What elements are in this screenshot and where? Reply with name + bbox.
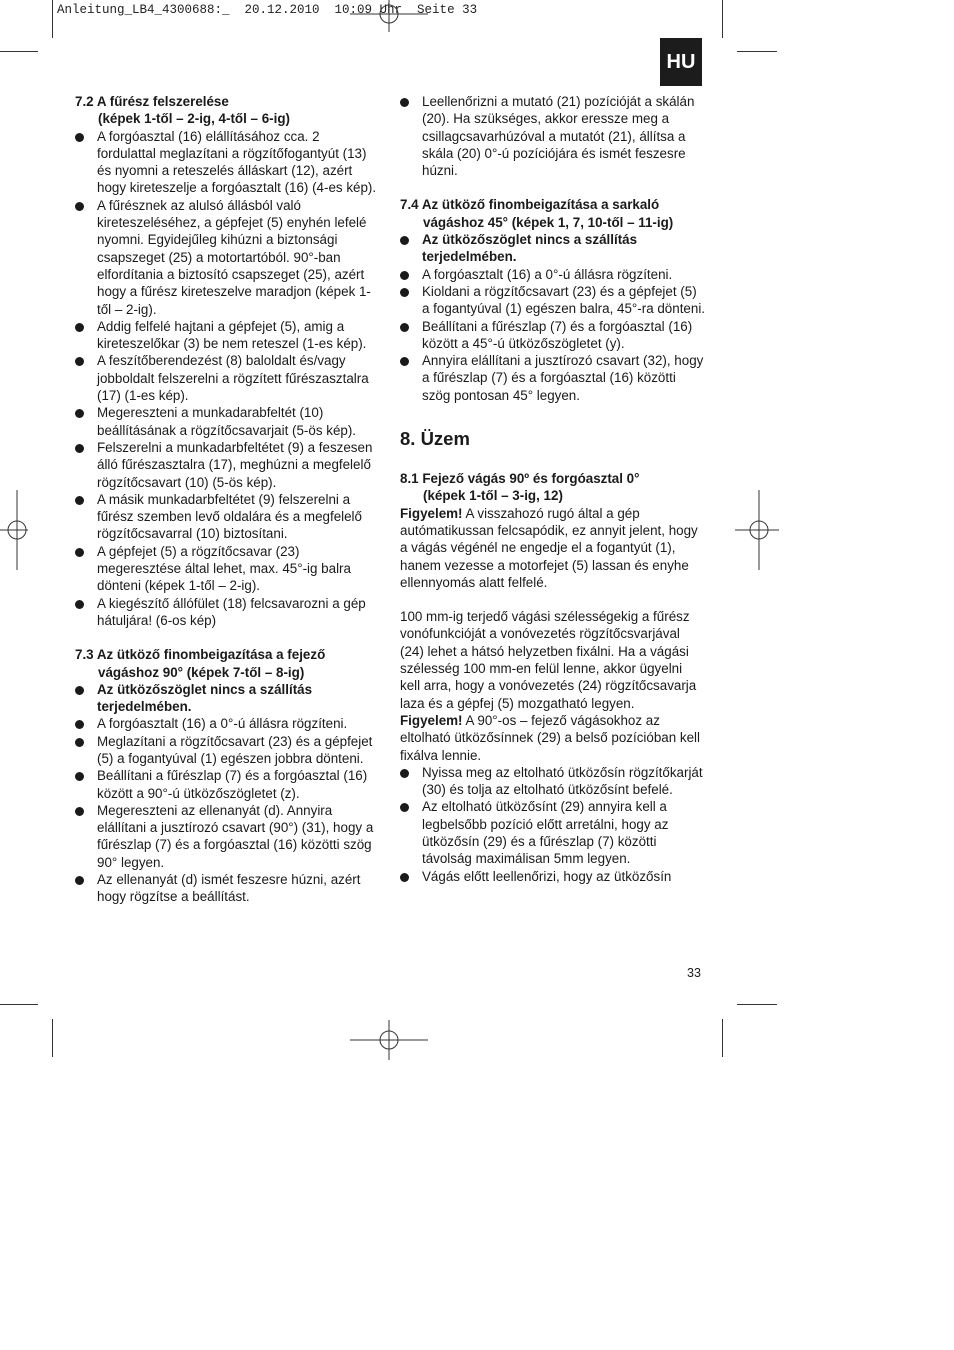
bullet-icon — [75, 133, 84, 142]
paragraph-warning-1: Figyelem! A visszahozó rugó által a gép autómatikussan felcsapódik, ez annyit jelent, hogy a vágás végénél ne engedje el a fogantyút (1), hanem vezesse a motorfejet (5) lassan és enyhe ellennyomás alatt felfelé. — [400, 505, 698, 590]
list-item: A forgóasztalt (16) a 0°-ú állásra rögzíteni. — [75, 715, 380, 732]
crop-mark — [737, 1004, 777, 1005]
paragraph-warning-2: Figyelem! A 90°-os – fejező vágásokhoz az eltolható ütközősínnek (29) a belső pozícióban kell fixálva lennie. — [400, 712, 700, 763]
list-item: A kiegészítő állófület (18) felcsavarozni a gép hátuljára! (6-os kép) — [75, 595, 380, 630]
spacer — [400, 450, 705, 470]
bullet-list-7-4 — [400, 231, 705, 404]
crop-mark — [0, 51, 38, 52]
print-slug: Anleitung_LB4_4300688:_ 20.12.2010 10:09 Uhr Seite 33 — [57, 3, 478, 17]
bullet-list-7-3 — [75, 681, 380, 906]
registration-mark-icon — [735, 490, 779, 570]
bullet-icon — [75, 738, 84, 747]
left-column — [75, 93, 380, 906]
list-item: A gépfejet (5) a rögzítőcsavar (23) megeresztése által lehet, max. 45°-ig balra dönteni (képek 1-től – 2-ig). — [75, 543, 380, 595]
registration-mark-icon — [350, 0, 428, 32]
section-title: 7.4 Az ütköző finombeigazítása a sarkaló — [400, 197, 660, 213]
list-item: A forgóasztalt (16) a 0°-ú állásra rögzíteni. — [400, 266, 705, 283]
bullet-list-8-1 — [400, 764, 705, 885]
spacer — [400, 179, 705, 196]
spacer — [75, 629, 380, 646]
section-heading-8-1 — [400, 470, 705, 505]
bullet-icon — [75, 600, 84, 609]
bullet-list-7-2 — [75, 128, 380, 630]
paragraph: 100 mm-ig terjedő vágási szélességekig a fűrész vonófunkcióját a vonóvezetés rögzítőcsvarjával (24) lehet a hátsó helyzetben fixálni. Ha a vágási szélesség 100 mm-en felül lenne, akkor ügyelni kell arra, hogy a vonóvezetés (24) rögzítőcsavarja laza és a gépfej (5) mozgatható legyen. — [400, 609, 697, 711]
chapter-heading-8: 8. Üzem — [400, 428, 470, 450]
list-item: A fűrésznek az alulsó állásból való kireteszeléséhez, a gépfejet (5) enyhén lefelé nyomni. Egyidejűleg kihúzni a biztonsági csapszeget (25) a motortartóból. 90°-ban elfordítania a biztosító csapszeget (25), azért hogy a fűrész kireteszelve maradjon (képek 1-től – 2-ig). — [75, 197, 380, 318]
registration-mark-icon — [0, 490, 28, 570]
section-subtitle: vágáshoz 45° (képek 1, 7, 10-től – 11-ig) — [423, 214, 674, 230]
bullet-icon — [75, 202, 84, 211]
bullet-icon — [400, 357, 409, 366]
crop-mark — [0, 1004, 38, 1005]
crop-mark — [722, 1019, 723, 1057]
list-item: Kioldani a rögzítőcsavart (23) és a gépfejet (5) a fogantyúval (1) egészen balra, 45°-ra dönteni. — [400, 283, 705, 318]
language-badge: HU — [660, 38, 702, 86]
section-subtitle: (képek 1-től – 2-ig, 4-től – 6-ig) — [98, 111, 290, 127]
section-heading-7-4 — [400, 196, 705, 231]
bullet-icon — [75, 876, 84, 885]
section-subtitle: (képek 1-től – 3-ig, 12) — [423, 488, 563, 504]
crop-mark — [722, 0, 723, 38]
list-item: Megereszteni a munkadarabfeltét (10) beállításának a rögzítőcsavarjait (5-ös kép). — [75, 404, 380, 439]
list-item-note: Az ütközőszöglet nincs a szállítás terjedelmében. — [75, 681, 380, 716]
bullet-icon — [75, 409, 84, 418]
bullet-icon — [400, 873, 409, 882]
list-item: Megereszteni az ellenanyát (d). Annyira elállítani a jusztírozó csavart (90°) (31), hogy a fűrészlap (7) és a forgóasztal (16) közötti szög 90° legyen. — [75, 802, 380, 871]
section-title: 7.3 Az ütköző finombeigazítása a fejező — [75, 647, 326, 663]
bullet-icon — [75, 807, 84, 816]
list-item: Annyira elállítani a jusztírozó csavart (32), hogy a fűrészlap (7) és a forgóasztal (16) közötti szög pontosan 45° legyen. — [400, 352, 705, 404]
bullet-icon — [400, 98, 409, 107]
page-number: 33 — [687, 966, 701, 980]
section-title: 8.1 Fejező vágás 90º és forgóasztal 0° — [400, 471, 640, 487]
list-item: Beállítani a fűrészlap (7) és a forgóasztal (16) között a 45°-ú ütközőszögletet (y). — [400, 318, 705, 353]
list-item-note: Az ütközőszöglet nincs a szállítás terjedelmében. — [400, 231, 705, 266]
list-item: Vágás előtt leellenőrizi, hogy az ütközősín — [400, 868, 705, 885]
spacer — [400, 404, 705, 428]
bullet-icon — [400, 803, 409, 812]
bullet-list-continued — [400, 93, 705, 179]
bullet-icon — [75, 323, 84, 332]
crop-mark — [52, 0, 53, 38]
bullet-icon — [75, 357, 84, 366]
bullet-icon — [75, 686, 84, 695]
section-heading-7-3 — [75, 646, 380, 681]
bullet-icon — [400, 288, 409, 297]
list-item: A forgóasztal (16) elállításához cca. 2 fordulattal meglazítani a rögzítőfogantyút (13) és nyomni a reteszelés álláskart (12), azért hogy kireteszelje a forgóasztalt (16) (4-es kép). — [75, 128, 380, 197]
spacer — [400, 591, 705, 608]
registration-mark-icon — [350, 1020, 428, 1060]
list-item: Meglazítani a rögzítőcsavart (23) és a gépfejet (5) a fogantyúval (1) egészen jobbra dönteni. — [75, 733, 380, 768]
list-item: Leellenőrizni a mutató (21) pozícióját a skálán (20). Ha szükséges, akkor eressze meg a csillagcsavarhúzóval a mutatót (21), állítsa a skála (20) 0°-ú pozíciójára és ismét feszesre húzni. — [400, 93, 705, 179]
bullet-icon — [400, 271, 409, 280]
bullet-icon — [75, 496, 84, 505]
bullet-icon — [75, 720, 84, 729]
list-item: Addig felfelé hajtani a gépfejet (5), amig a kireteszelőkar (3) be nem reteszel (1-es kép). — [75, 318, 380, 353]
crop-mark — [737, 51, 777, 52]
list-item: A másik munkadarbfeltétet (9) felszerelni a fűrész szemben levő oldalára és a megfelelő rögzítőcsavarral (10) biztosítani. — [75, 491, 380, 543]
bullet-icon — [400, 323, 409, 332]
list-item: A feszítőberendezést (8) baloldalt és/vagy jobboldalt felszerelni a rögzített fűrészasztalra (17) (1-es kép). — [75, 352, 380, 404]
list-item: Nyissa meg az eltolható ütközősín rögzítőkarját (30) és tolja az eltolható ütközősínt befelé. — [400, 764, 705, 799]
bullet-icon — [75, 548, 84, 557]
list-item: Az eltolható ütközősínt (29) annyira kell a legbelsőbb pozíció előtt arretálni, hogy az ütközősín (29) és a fűrészlap (7) közötti távolság maximálisan 5mm legyen. — [400, 798, 705, 867]
list-item: Felszerelni a munkadarbfeltétet (9) a feszesen álló fűrészasztalra (17), meghúzni a megfelelő rögzítőcsavart (10) (5-ös kép). — [75, 439, 380, 491]
right-column — [400, 93, 705, 885]
section-title: 7.2 A fűrész felszerelése — [75, 94, 229, 109]
bullet-icon — [400, 769, 409, 778]
bullet-icon — [75, 444, 84, 453]
bullet-icon — [400, 236, 409, 245]
bullet-icon — [75, 772, 84, 781]
list-item: Beállítani a fűrészlap (7) és a forgóasztal (16) között a 90°-ú ütközőszögletet (z). — [75, 767, 380, 802]
section-subtitle: vágáshoz 90° (képek 7-től – 8-ig) — [98, 664, 305, 680]
section-heading-7-2 — [75, 93, 380, 128]
list-item: Az ellenanyát (d) ismét feszesre húzni, azért hogy rögzítse a beállítást. — [75, 871, 380, 906]
crop-mark — [52, 1019, 53, 1057]
